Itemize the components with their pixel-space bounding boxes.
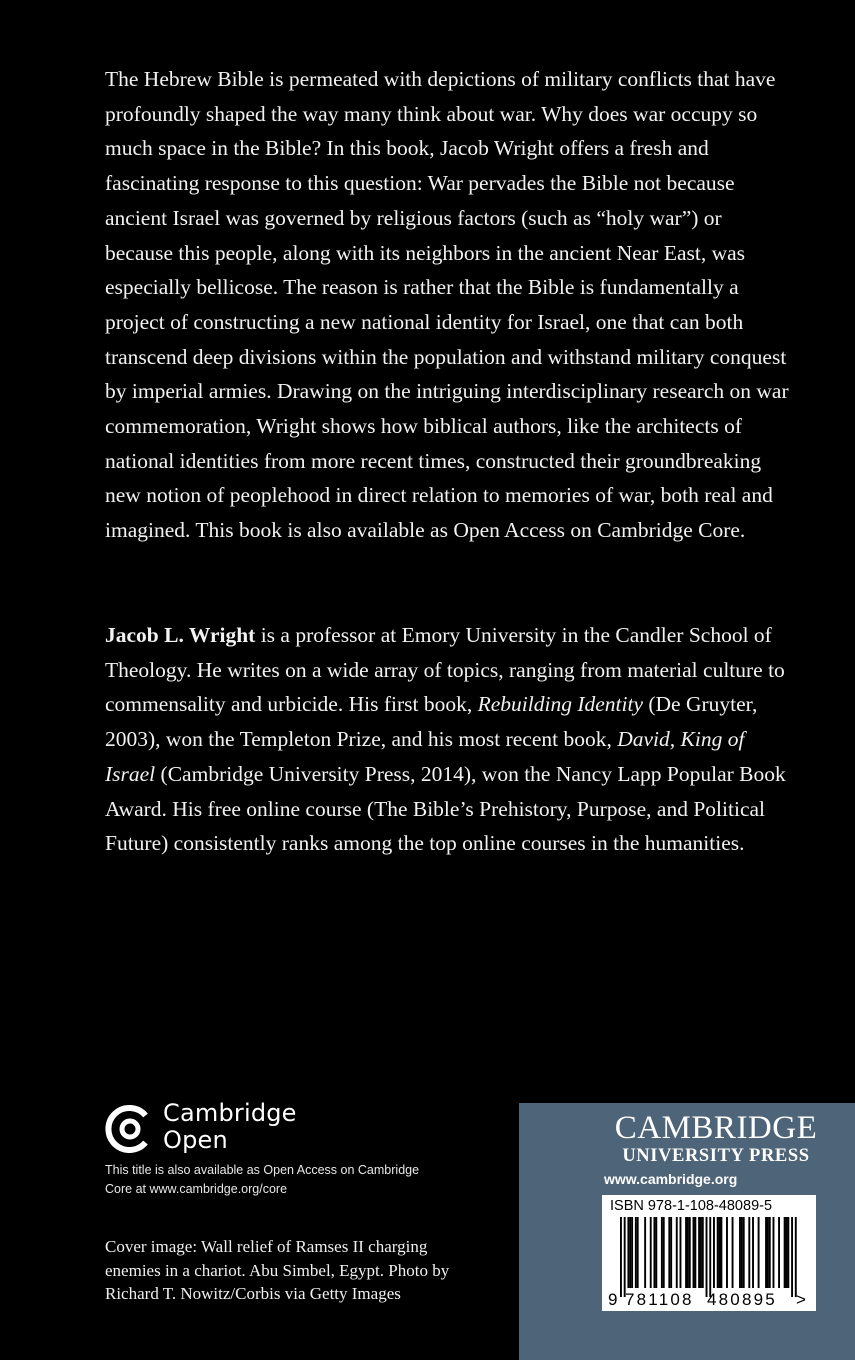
barcode-right-digits: 480895 [707,1290,777,1309]
barcode-bar [758,1217,760,1288]
barcode-bar [773,1217,775,1288]
barcode-bar [717,1217,719,1288]
barcode-bar [726,1217,728,1288]
barcode-bar [743,1217,745,1288]
barcode-bar [644,1217,646,1288]
barcode-bar [719,1217,721,1288]
cambridge-open-logo-icon [105,1104,155,1154]
bio-text-2: (De Gruyter, 2003), won the Templeton Prize, and his most recent book, [105,692,758,752]
author-name: Jacob L. Wright [105,623,256,647]
barcode-bar [713,1217,715,1288]
barcode-bar [653,1217,655,1288]
barcode-bar [787,1217,789,1288]
barcode-bar [795,1217,797,1297]
barcode-bar [689,1217,691,1288]
book-description: The Hebrew Bible is permeated with depictions of military conflicts that have profoundly shaped the way many think about war. Why does war occupy so much space in the Bible? In this book, Jacob Wright offers a fresh and fascinating response to this question: War pervades the Bible not because ancient Israel was governed by religious factors (such as “holy war”) or because this people, along with its neighbors in the ancient Near East, was especially bellicose. The reason is rather that the Bible is fundamentally a project of constructing a new national identity for Israel, one that can both transcend deep divisions within the population and withstand military conquest by imperial armies. Drawing on the intriguing interdisciplinary research on war commemoration, Wright shows how biblical authors, like the architects of national identities from more recent times, constructed their groundbreaking new notion of peoplehood in direct relation to memories of war, both real and imagined. This book is also available as Open Access on Cambridge Core. [105,67,789,543]
isbn-label: ISBN 978-1-108-48089-5 [610,1198,773,1214]
barcode-bar [655,1217,657,1288]
barcode-bar [668,1217,670,1288]
bio-text-3: (Cambridge University Press, 2014), won the Nancy Lapp Popular Book Award. His free online course (The Bible’s Prehistory, Purpose, and Political Future) consistently ranks among the top online courses in the humanities. [105,761,786,856]
barcode-bar [627,1217,629,1288]
cambridge-open-logo [105,1100,365,1158]
barcode-bar [637,1217,639,1288]
barcode-bar [791,1217,793,1297]
barcode-bars [620,1217,797,1297]
barcode-bar [680,1217,682,1288]
barcode-bar [784,1217,786,1288]
barcode-bar [767,1217,769,1288]
barcode-bar [709,1217,711,1297]
barcode-bar [635,1217,637,1288]
barcode-bar [620,1217,622,1297]
barcode-left-digits: 781108 [625,1290,694,1309]
cambridge-open-line-2: Open [163,1126,228,1154]
barcode-graphic [606,1217,812,1309]
barcode-bar [650,1217,652,1288]
bio-text-1: is a professor at Emory University in the Candler School of Theology. He writes on a wide array of topics, ranging from material culture to commensality and urbicide. His first book, [105,623,785,717]
publisher-subtitle: UNIVERSITY PRESS [622,1146,810,1166]
barcode-bar [739,1217,741,1288]
barcode-bar [670,1217,672,1288]
bio-book-title-2: David, King of Israel [105,727,745,786]
barcode-bar [687,1217,689,1288]
barcode-bar [624,1217,626,1297]
barcode-bar [748,1217,750,1288]
barcode-bar [700,1217,702,1288]
bio-book-title-1: Rebuilding Identity [477,692,643,717]
barcode-bar [698,1217,700,1288]
cambridge-open-wordmark [163,1100,297,1154]
barcode-first-digit: 9 [608,1290,618,1309]
barcode-bar [732,1217,734,1288]
cover-image-credit: Cover image: Wall relief of Ramses II charging enemies in a chariot. Abu Simbel, Egypt. Photo by Richard T. Nowitz/Corbis via Getty Images [105,1237,450,1303]
barcode-bar [786,1217,788,1288]
author-bio [105,618,795,861]
barcode-bar [706,1217,708,1297]
barcode-bar [720,1217,722,1288]
publisher-url: www.cambridge.org [604,1171,738,1187]
barcode-bar [661,1217,663,1288]
barcode-bar [631,1217,633,1288]
barcode-bar [752,1217,754,1288]
barcode-bar [741,1217,743,1288]
barcode-quiet-zone-arrow: > [796,1290,806,1309]
barcode-bar [685,1217,687,1288]
barcode-bar [765,1217,767,1288]
barcode-bar [676,1217,678,1288]
barcode-bar [629,1217,631,1288]
cambridge-open-line-1: Cambridge [163,1099,297,1127]
barcode-bar [663,1217,665,1288]
open-access-note: This title is also available as Open Access on Cambridge Core at www.cambridge.org/core [105,1163,420,1196]
barcode-bar [778,1217,780,1288]
barcode-bar [702,1217,704,1288]
barcode-bar [769,1217,771,1288]
isbn-barcode [602,1195,816,1311]
barcode-bar [693,1217,695,1288]
publisher-name: CAMBRIDGE [614,1110,818,1146]
barcode-bar [694,1217,696,1288]
